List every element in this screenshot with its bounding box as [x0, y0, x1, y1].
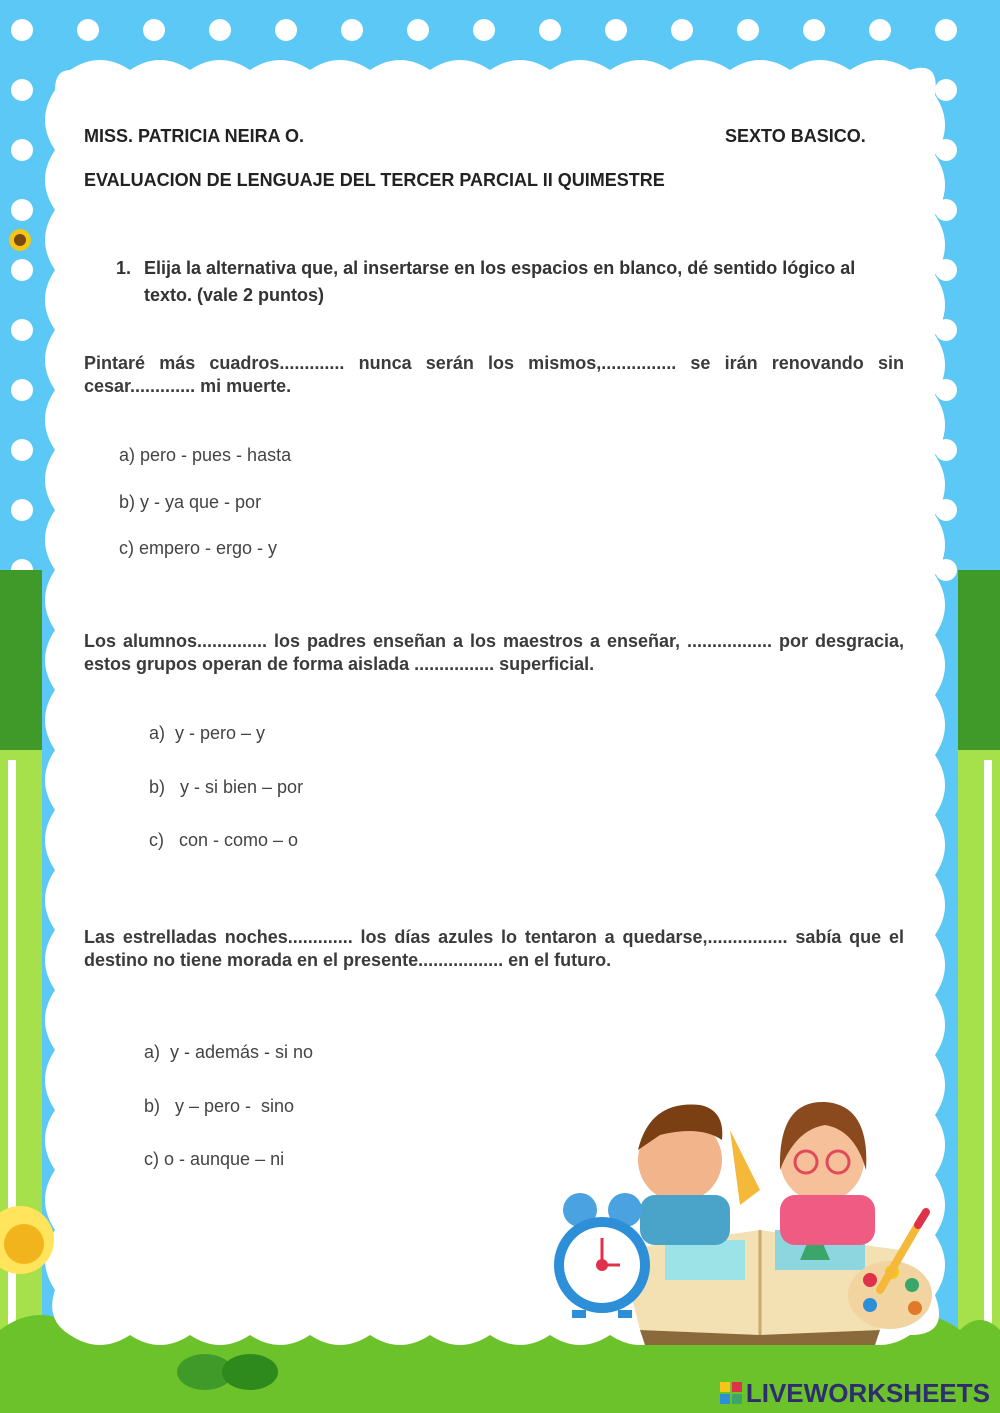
- question-number: 1.: [116, 258, 132, 278]
- item-1-text: Pintaré más cuadros............. nunca serán los mismos,............... se irán renovando sin cesar............. mi muerte.: [84, 353, 904, 396]
- item-1-option-b[interactable]: b) y - ya que - por: [119, 492, 262, 512]
- item-2-text: Los alumnos.............. los padres enseñan a los maestros a enseñar, ................. por desgracia, estos grupos operan de forma aislada ................ superficial.: [84, 631, 904, 674]
- logo-text: LIVEWORKSHEETS: [745, 1378, 990, 1408]
- question-instruction: [116, 255, 876, 309]
- exam-title: EVALUACION DE LENGUAJE DEL TERCER PARCIAL II QUIMESTRE: [84, 170, 665, 190]
- item-2-option-a[interactable]: a) y - pero – y: [149, 723, 266, 743]
- question-text: Elija la alternativa que, al insertarse en los espacios en blanco, dé sentido lógico al texto. (vale 2 puntos): [144, 258, 856, 305]
- grade-label: SEXTO BASICO.: [725, 126, 866, 146]
- item-3-option-c[interactable]: c) o - aunque – ni: [144, 1149, 285, 1169]
- item-2-option-b[interactable]: b) y - si bien – por: [149, 777, 304, 797]
- item-3-option-a[interactable]: a) y - además - si no: [144, 1042, 314, 1062]
- item-2-option-c[interactable]: c) con - como – o: [149, 830, 299, 850]
- item-1-option-a[interactable]: a) pero - pues - hasta: [119, 445, 292, 465]
- logo-mark-icon: [720, 1382, 742, 1404]
- liveworksheets-logo: [720, 1378, 990, 1409]
- item-1-option-c[interactable]: c) empero - ergo - y: [119, 538, 278, 558]
- teacher-name: MISS. PATRICIA NEIRA O.: [84, 126, 305, 146]
- item-3-text: Las estrelladas noches............. los días azules lo tentaron a quedarse,................ sabía que el destino no tiene morada en el presente................. en el futuro.: [84, 927, 904, 970]
- item-3-option-b[interactable]: b) y – pero - sino: [144, 1096, 295, 1116]
